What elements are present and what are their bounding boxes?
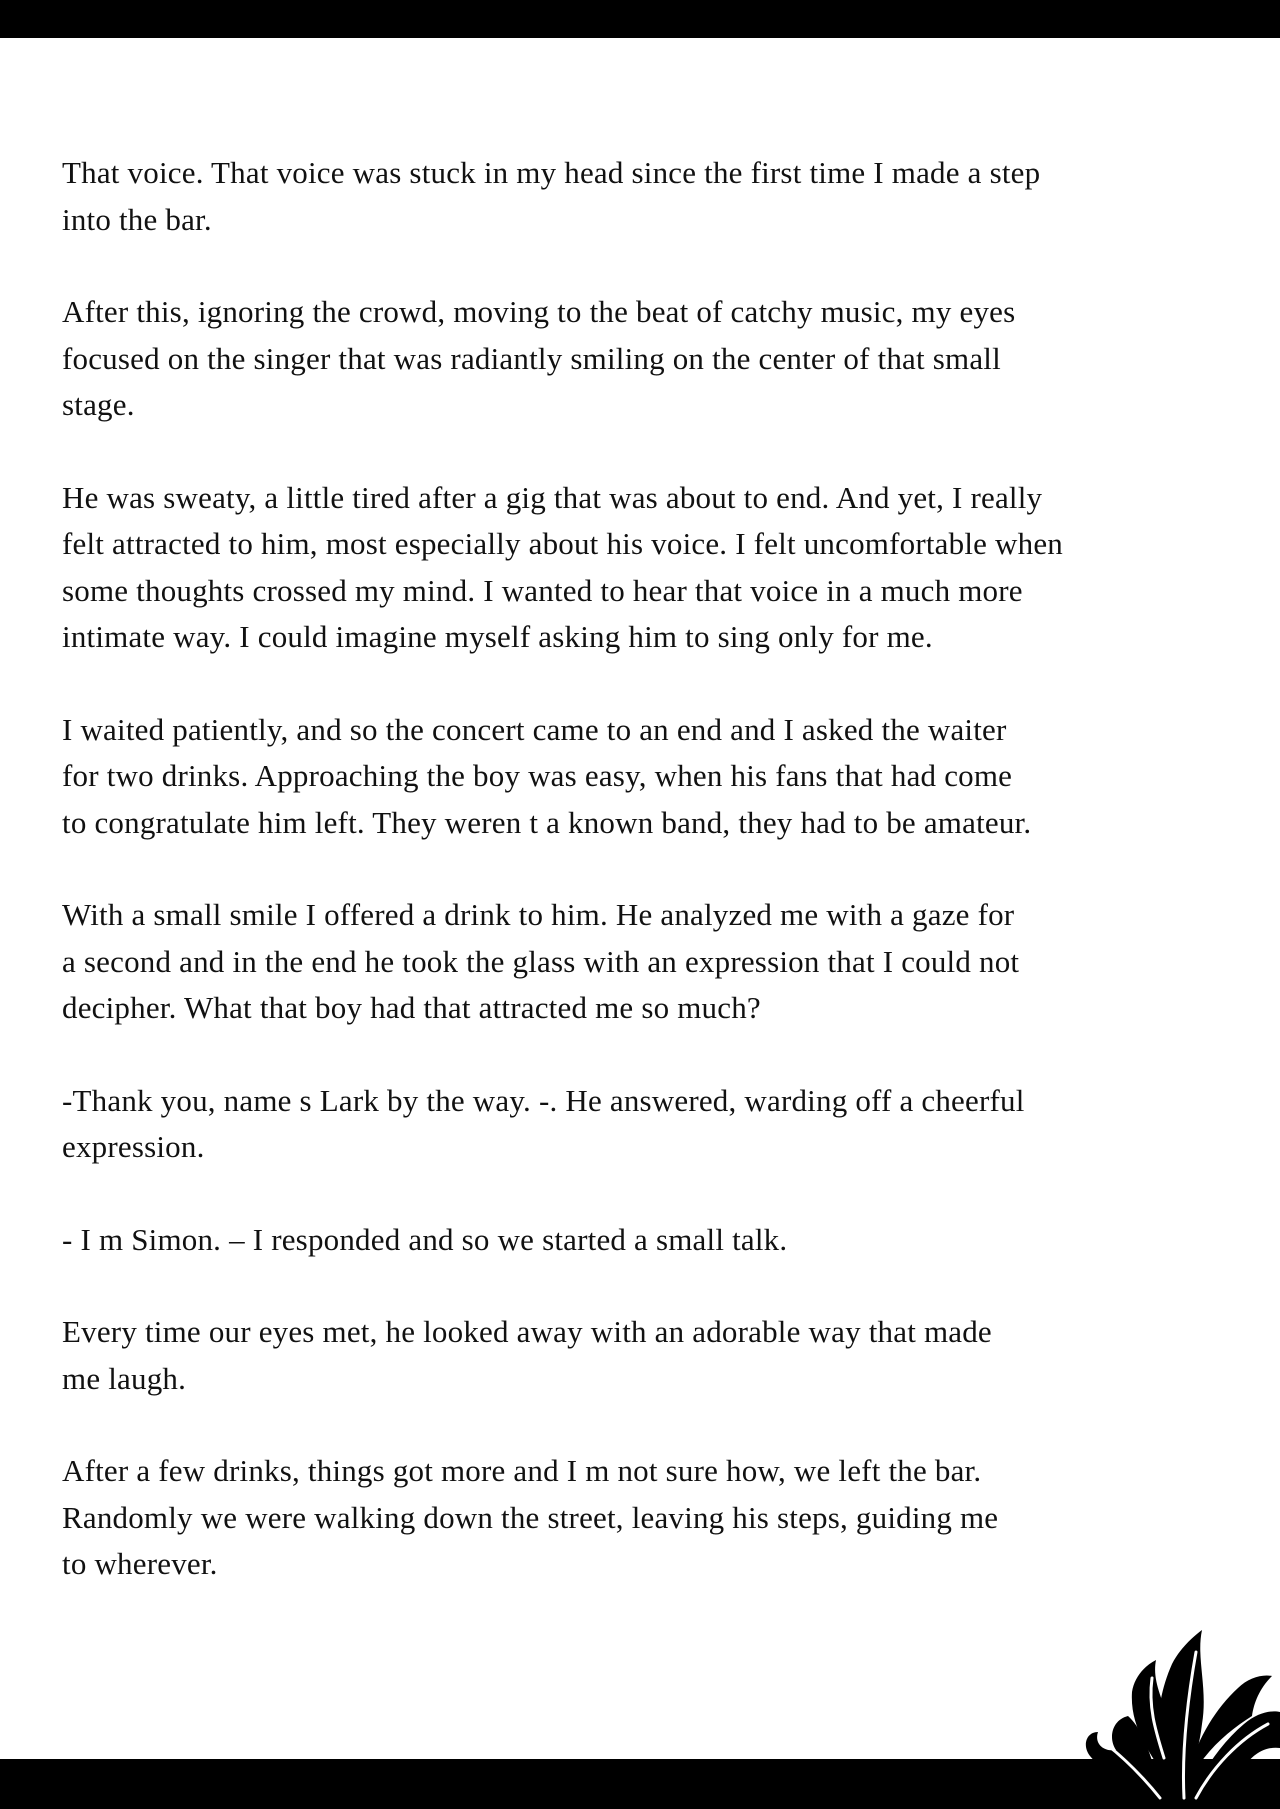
text-line: me laugh. [62,1360,187,1396]
paragraph-3 [62,475,1232,661]
text-line: to congratulate him left. They weren t a known band, they had to be amateur. [62,804,1032,840]
text-line: for two drinks. Approaching the boy was easy, when his fans that had come [62,758,1013,793]
paragraph-1 [62,150,1232,243]
text-line: felt attracted to him, most especially about his voice. I felt uncomfortable when [62,526,1063,561]
paragraph-7 [62,1217,1232,1264]
text-line: some thoughts crossed my mind. I wanted to hear that voice in a much more [62,572,1023,608]
top-black-bar [0,0,1280,38]
text-line: With a small smile I offered a drink to him. He analyzed me with a gaze for [62,897,1015,932]
text-line: intimate way. I could imagine myself asking him to sing only for me. [62,619,933,654]
paragraph-9 [62,1448,1232,1588]
flower-silhouette-icon [1068,1628,1280,1809]
text-line: -Thank you, name s Lark by the way. -. He answered, warding off a cheerful [62,1082,1025,1118]
text-line: I waited patiently, and so the concert came to an end and I asked the waiter [62,711,1007,747]
text-line: decipher. What that boy had that attracted me so much? [62,990,761,1025]
text-line: He was sweaty, a little tired after a gig that was about to end. And yet, I really [62,479,1043,515]
paragraph-4 [62,707,1232,847]
text-line: That voice. That voice was stuck in my head since the first time I made a step [62,155,1041,190]
text-line: After this, ignoring the crowd, moving to the beat of catchy music, my eyes [62,294,1016,329]
story-text [62,150,1232,1634]
text-line: focused on the singer that was radiantly smiling on the center of that small [62,340,1001,376]
paragraph-8 [62,1309,1232,1402]
paragraph-6 [62,1078,1232,1171]
text-line: expression. [62,1129,205,1164]
text-line: to wherever. [62,1546,218,1581]
text-line: Every time our eyes met, he looked away with an adorable way that made [62,1314,992,1349]
text-line: After a few drinks, things got more and I m not sure how, we left the bar. [62,1453,982,1488]
paragraph-2 [62,289,1232,429]
paragraph-5 [62,892,1232,1032]
text-line: Randomly we were walking down the street, leaving his steps, guiding me [62,1499,999,1535]
text-line: - I m Simon. – I responded and so we started a small talk. [62,1221,788,1257]
text-line: a second and in the end he took the glass with an expression that I could not [62,943,1020,979]
text-line: into the bar. [62,201,212,237]
text-line: stage. [62,387,135,422]
